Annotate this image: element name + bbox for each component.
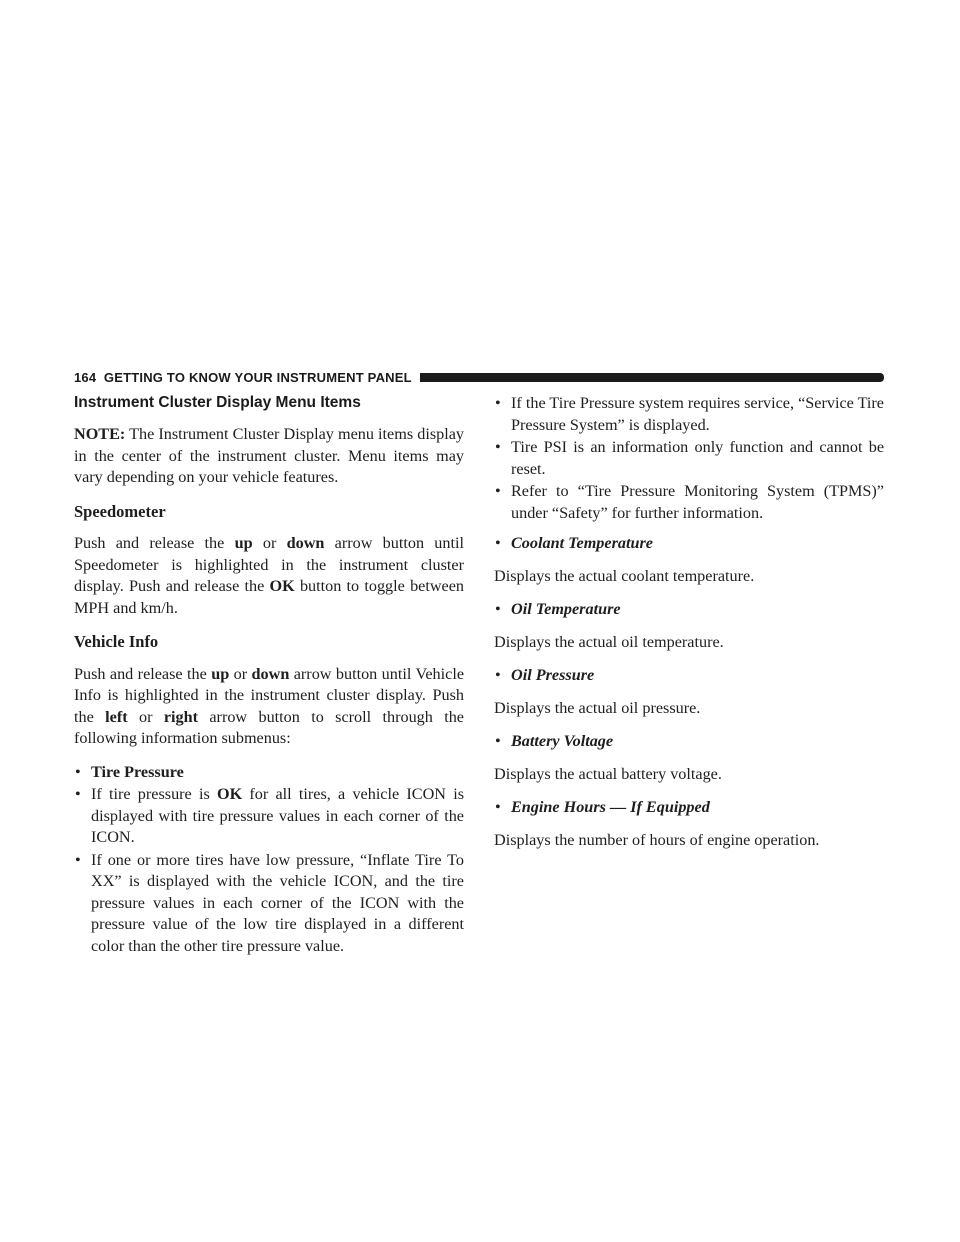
text-run: or <box>229 664 252 683</box>
text-run: for all tires, a vehicle ICON is displayed with tire pressure values in each corner of the ICON. <box>91 785 464 846</box>
bullet-icon: • <box>75 850 81 869</box>
list-item <box>494 481 884 524</box>
text-run: Tire PSI is an information only function and cannot be reset. <box>511 438 884 478</box>
tire-pressure-list <box>74 762 464 958</box>
text-run: Push and release the <box>74 534 235 552</box>
button-term-ok: OK <box>269 577 295 595</box>
item-heading: Coolant Temperature <box>511 534 653 552</box>
list-item <box>494 533 884 555</box>
bullet-icon: • <box>75 762 81 781</box>
list-item <box>494 393 884 436</box>
list-item <box>494 665 884 687</box>
bullet-icon: • <box>495 534 501 552</box>
bullet-icon: • <box>495 666 501 684</box>
list-item <box>74 762 464 784</box>
text-run: Refer to “Tire Pressure Monitoring System (TPMS)” under “Safety” for further information. <box>511 482 884 522</box>
left-column <box>74 393 464 967</box>
bullet-icon: • <box>495 798 501 816</box>
bullet-icon: • <box>495 438 501 456</box>
list-item <box>74 784 464 849</box>
list-item <box>494 797 884 819</box>
oil-temp-item <box>494 599 884 621</box>
list-item <box>74 850 464 958</box>
note-paragraph <box>74 424 464 489</box>
vehicle-info-heading: Vehicle Info <box>74 632 159 651</box>
text-run: button to toggle between MPH and km/h. <box>74 577 464 617</box>
engine-hours-item <box>494 797 884 819</box>
bullet-icon: • <box>495 482 501 500</box>
item-heading: Engine Hours — If Equipped <box>511 798 710 816</box>
tire-pressure-heading: Tire Pressure <box>91 762 184 781</box>
text-run: arrow button until Speedometer is highlighted in the instrument cluster display. Push and release the <box>74 534 464 595</box>
button-term-down: down <box>286 534 325 552</box>
coolant-temp-item <box>494 533 884 555</box>
note-label: NOTE: <box>74 425 126 443</box>
battery-voltage-item <box>494 731 884 753</box>
speedometer-paragraph <box>74 533 464 619</box>
status-term-ok: OK <box>216 785 243 803</box>
list-item <box>494 437 884 480</box>
button-term-down: down <box>251 664 290 683</box>
page-header <box>74 368 884 386</box>
header-rule <box>420 373 884 382</box>
text-run: If tire pressure is <box>91 785 217 803</box>
list-item <box>494 599 884 621</box>
chapter-title: GETTING TO KNOW YOUR INSTRUMENT PANEL <box>103 369 412 385</box>
item-description: Displays the number of hours of engine operation. <box>494 830 820 849</box>
text-run: If the Tire Pressure system requires service, “Service Tire Pressure System” is displayed. <box>511 394 884 434</box>
button-term-right: right <box>163 707 198 726</box>
item-description: Displays the actual oil temperature. <box>494 632 724 651</box>
item-heading: Battery Voltage <box>511 732 614 750</box>
text-run: If one or more tires have low pressure, “Inflate Tire To XX” is displayed with the vehicle ICON, and the tire pressure values in each corner of the ICON with the pressure value of the low tire displayed in a different color than the other tire pressure value. <box>91 850 464 955</box>
oil-pressure-item <box>494 665 884 687</box>
bullet-icon: • <box>75 785 81 803</box>
text-run: arrow button to scroll through the following information submenus: <box>74 707 464 747</box>
right-column <box>494 393 884 863</box>
button-term-up: up <box>234 534 253 552</box>
page-header-text <box>74 370 412 385</box>
section-title: Instrument Cluster Display Menu Items <box>74 394 361 411</box>
text-run: or <box>127 707 164 726</box>
item-heading: Oil Temperature <box>511 600 621 618</box>
vehicle-info-paragraph <box>74 664 464 750</box>
tire-pressure-list-continued <box>494 393 884 524</box>
bullet-icon: • <box>495 732 501 750</box>
button-term-up: up <box>211 664 230 683</box>
bullet-icon: • <box>495 600 501 618</box>
text-run: Push and release the <box>74 664 212 683</box>
item-description: Displays the actual coolant temperature. <box>494 566 755 585</box>
text-run: or <box>252 534 287 552</box>
bullet-icon: • <box>495 394 501 412</box>
page-number: 164 <box>74 369 97 385</box>
list-item <box>494 731 884 753</box>
text-run: arrow button until Vehicle Info is highlighted in the instrument cluster display. Push the <box>74 664 465 726</box>
item-description: Displays the actual battery voltage. <box>494 764 722 783</box>
speedometer-heading: Speedometer <box>74 501 166 521</box>
item-heading: Oil Pressure <box>511 666 595 684</box>
note-text: The Instrument Cluster Display menu items display in the center of the instrument cluster. Menu items may vary depending on your vehicle features. <box>74 425 464 486</box>
button-term-left: left <box>105 707 128 726</box>
item-description: Displays the actual oil pressure. <box>494 698 701 717</box>
